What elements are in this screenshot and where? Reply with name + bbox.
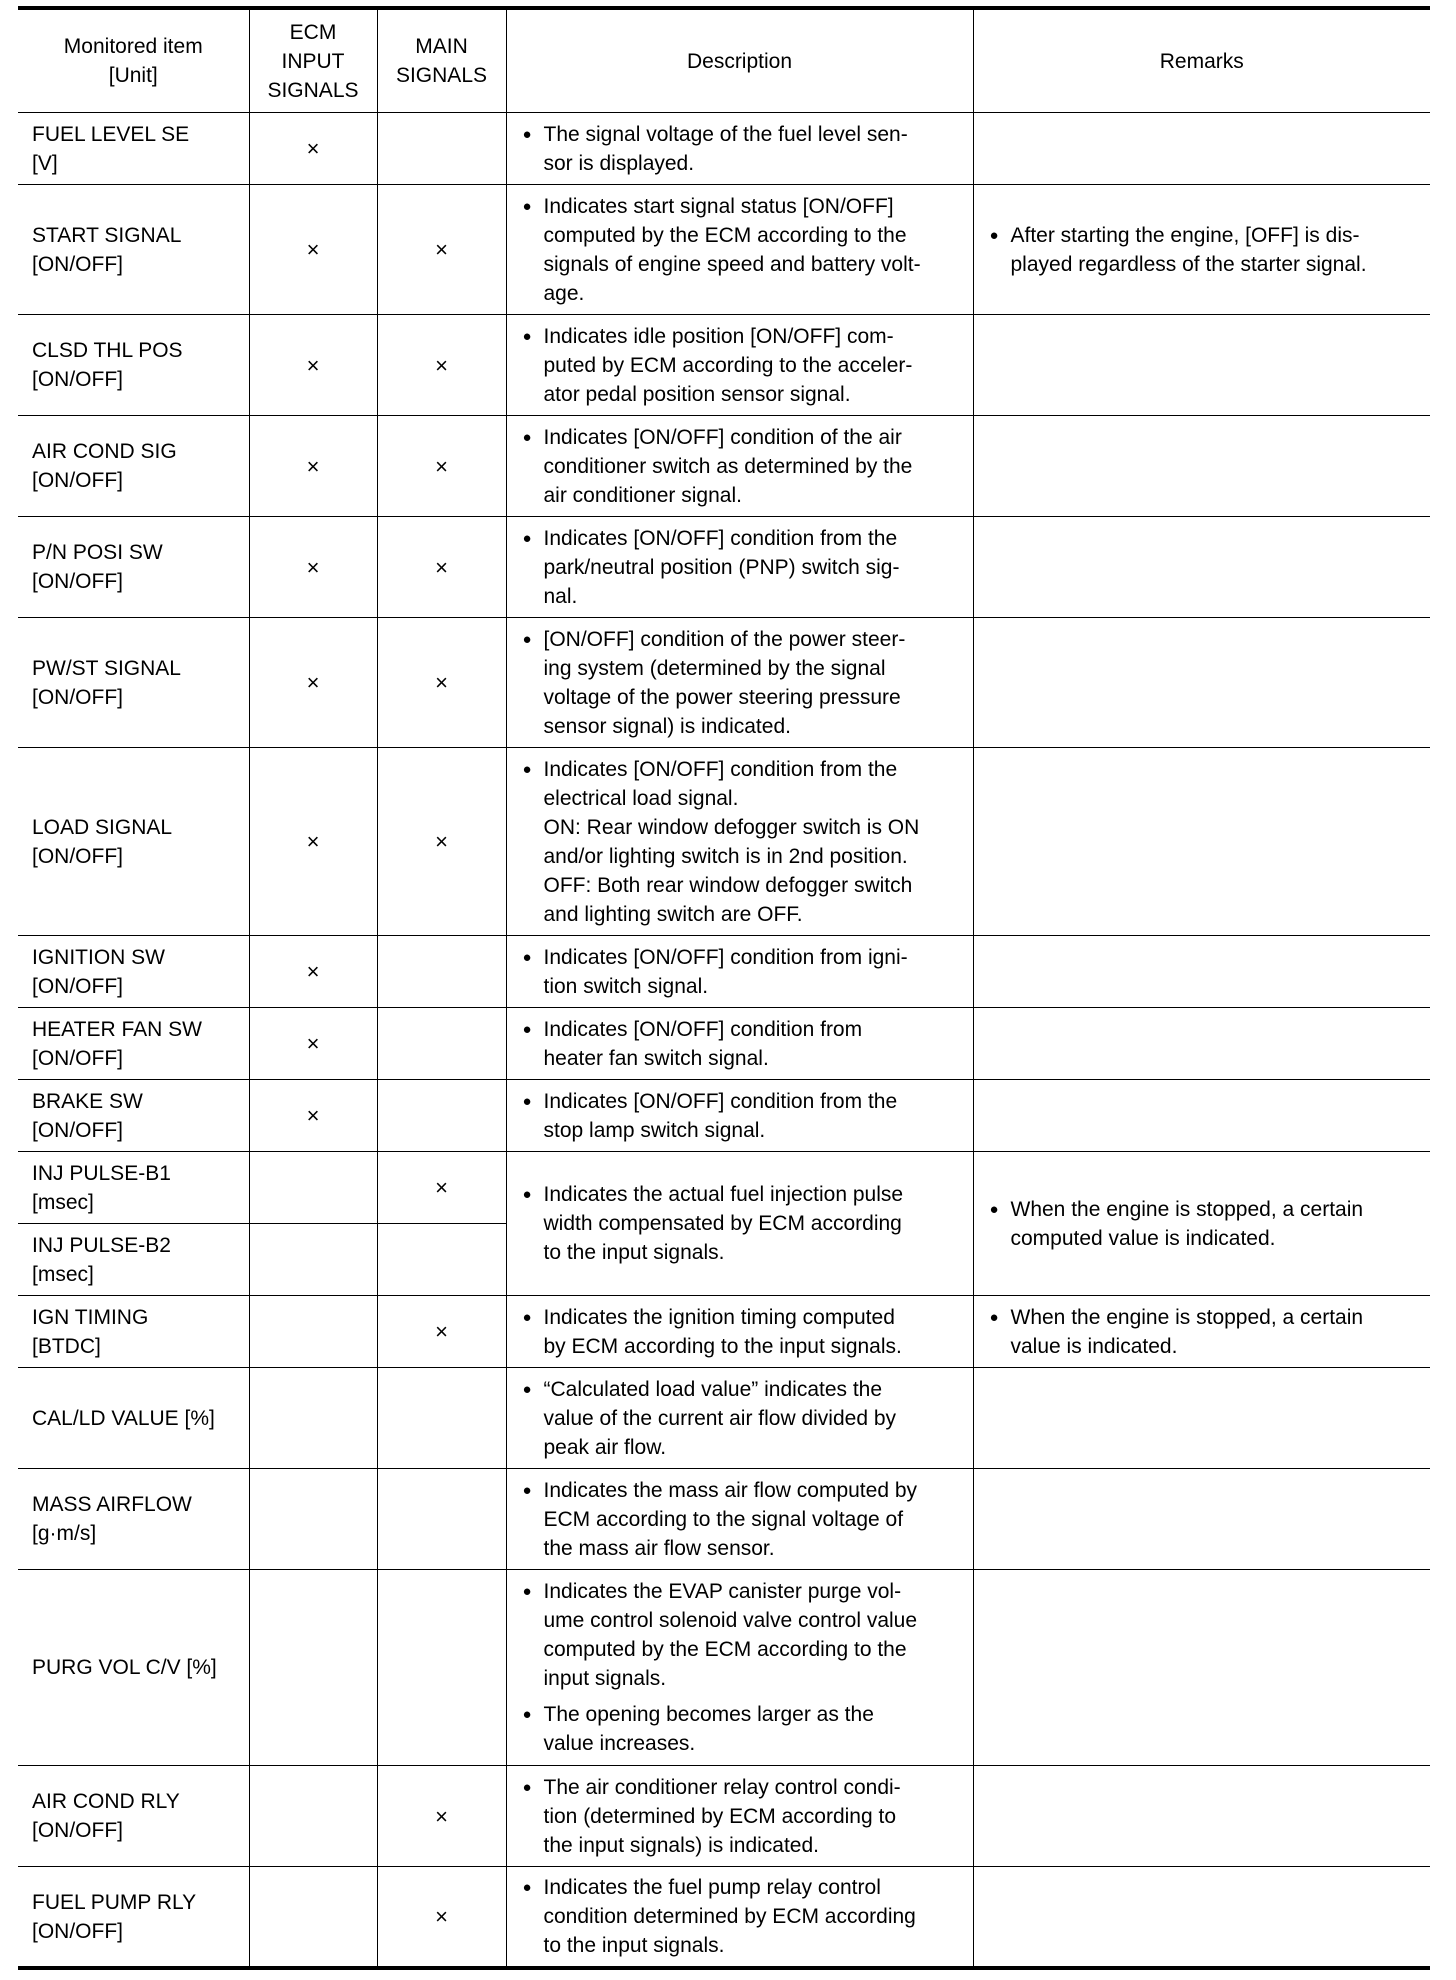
bullet-list	[523, 322, 963, 409]
ecm-mark	[249, 1296, 377, 1368]
cell-line: HEATER FAN SW	[32, 1017, 202, 1041]
table-row	[18, 517, 1430, 618]
cell-line: PURG VOL C/V [%]	[32, 1656, 217, 1679]
main-mark: ×	[377, 185, 506, 315]
bullet-item	[523, 322, 963, 409]
header-row	[18, 8, 1430, 113]
bullet-line: ● When the engine is stopped, a certain	[1010, 1197, 1364, 1221]
bullet-list	[990, 1195, 1421, 1253]
remarks	[973, 315, 1430, 416]
cell-line: INJ PULSE-B2	[32, 1233, 171, 1257]
item-fuel-pump-rly	[18, 1867, 249, 1969]
bullet-line: ● When the engine is stopped, a certain	[1010, 1305, 1364, 1329]
bullet-line: ● After starting the engine, [OFF] is dis-	[1010, 223, 1360, 247]
cell-line: [Unit]	[108, 64, 158, 87]
description	[506, 1368, 973, 1469]
bullet-line: age.	[543, 281, 585, 305]
description	[506, 1152, 973, 1296]
ecm-mark: ×	[249, 315, 377, 416]
description	[506, 1570, 973, 1766]
header-remarks: Remarks	[973, 8, 1430, 113]
ecm-mark	[249, 1224, 377, 1296]
item-ign-timing	[18, 1296, 249, 1368]
ecm-mark	[249, 1152, 377, 1224]
item-clsd-thl-pos	[18, 315, 249, 416]
table-row	[18, 618, 1430, 748]
cell-line: MASS AIRFLOW	[32, 1493, 192, 1516]
cell-line: IGNITION SW	[32, 945, 165, 969]
description	[506, 517, 973, 618]
ecm-mark	[249, 1867, 377, 1969]
remarks	[973, 1469, 1430, 1570]
bullet-line: ing system (determined by the signal	[543, 656, 886, 680]
item-pn-posi-sw	[18, 517, 249, 618]
ecm-mark: ×	[249, 416, 377, 517]
description	[506, 185, 973, 315]
bullet-line: stop lamp switch signal.	[543, 1118, 766, 1142]
remarks	[973, 416, 1430, 517]
ecm-mark: ×	[249, 936, 377, 1008]
bullet-line: value is indicated.	[1010, 1334, 1178, 1358]
table-row	[18, 1080, 1430, 1152]
item-inj-pulse-b2	[18, 1224, 249, 1296]
bullet-line: ● Indicates the actual fuel injection pulse	[543, 1183, 904, 1206]
item-air-cond-sig	[18, 416, 249, 517]
table-row	[18, 1469, 1430, 1570]
bullet-line: ● Indicates idle position [ON/OFF] com-	[543, 324, 894, 348]
main-mark	[377, 1224, 506, 1296]
bullet-line: ● Indicates start signal status [ON/OFF]	[543, 194, 894, 218]
table-row	[18, 936, 1430, 1008]
bullet-line: the input signals) is indicated.	[543, 1833, 819, 1857]
table-row	[18, 315, 1430, 416]
main-mark: ×	[377, 315, 506, 416]
cell-line: INPUT	[281, 49, 345, 73]
header-ecm-input-signals	[249, 8, 377, 113]
item-brake-sw	[18, 1080, 249, 1152]
header-main-signals	[377, 8, 506, 113]
bullet-list	[990, 1303, 1421, 1361]
bullet-line: ● [ON/OFF] condition of the power steer-	[543, 627, 906, 651]
bullet-list	[523, 943, 963, 1001]
bullet-line: and lighting switch are OFF.	[543, 902, 803, 926]
bullet-line: ● Indicates [ON/OFF] condition from the	[543, 1089, 898, 1113]
table-row	[18, 1570, 1430, 1766]
main-mark	[377, 1008, 506, 1080]
bullet-list	[523, 120, 963, 178]
table-row	[18, 1368, 1430, 1469]
bullet-item	[523, 1015, 963, 1073]
bullet-item	[523, 1700, 963, 1758]
bullet-line: tion (determined by ECM according to	[543, 1804, 896, 1828]
bullet-line: park/neutral position (PNP) switch sig-	[543, 555, 900, 579]
remarks	[973, 1766, 1430, 1867]
main-mark	[377, 936, 506, 1008]
table-row	[18, 416, 1430, 517]
bullet-line: and/or lighting switch is in 2nd position.	[543, 844, 908, 868]
bullet-line: ● Indicates the mass air flow computed by	[543, 1478, 918, 1502]
bullet-line: puted by ECM according to the acceler-	[543, 353, 913, 377]
bullet-line: ● Indicates [ON/OFF] condition from igni-	[543, 945, 908, 969]
bullet-line: ● Indicates [ON/OFF] condition from the	[543, 526, 898, 550]
bullet-line: conditioner switch as determined by the	[543, 454, 913, 478]
remarks	[973, 1080, 1430, 1152]
description	[506, 1867, 973, 1969]
main-mark: ×	[377, 748, 506, 936]
item-pwst-signal	[18, 618, 249, 748]
remarks	[973, 1570, 1430, 1766]
bullet-line: value of the current air flow divided by	[543, 1406, 897, 1430]
main-mark: ×	[377, 416, 506, 517]
bullet-line: peak air flow.	[543, 1435, 667, 1459]
cell-line: [BTDC]	[32, 1334, 101, 1358]
table-row	[18, 1008, 1430, 1080]
item-air-cond-rly	[18, 1766, 249, 1867]
ecm-mark	[249, 1469, 377, 1570]
main-mark	[377, 1368, 506, 1469]
cell-line: [msec]	[32, 1190, 94, 1214]
item-heater-fan-sw	[18, 1008, 249, 1080]
main-mark	[377, 1469, 506, 1570]
ecm-mark: ×	[249, 1008, 377, 1080]
cell-line: FUEL LEVEL SE	[32, 122, 190, 146]
bullet-item	[523, 1375, 963, 1462]
remarks	[973, 618, 1430, 748]
cell-line: FUEL PUMP RLY	[32, 1890, 197, 1914]
item-fuel-level-se	[18, 113, 249, 185]
table-row	[18, 748, 1430, 936]
cell-line: Monitored item	[63, 35, 203, 58]
cell-line: [ON/OFF]	[32, 1046, 123, 1070]
item-start-signal	[18, 185, 249, 315]
bullet-list	[523, 1087, 963, 1145]
bullet-line: by ECM according to the input signals.	[543, 1334, 902, 1358]
bullet-item	[523, 625, 963, 741]
main-mark	[377, 1080, 506, 1152]
item-inj-pulse-b1	[18, 1152, 249, 1224]
item-purg-vol-cv	[18, 1570, 249, 1766]
bullet-item	[523, 524, 963, 611]
bullet-list	[523, 625, 963, 741]
remarks	[973, 936, 1430, 1008]
bullet-line: ● Indicates the ignition timing computed	[543, 1305, 895, 1329]
description	[506, 1008, 973, 1080]
item-ignition-sw	[18, 936, 249, 1008]
ecm-mark	[249, 1570, 377, 1766]
bullet-line: heater fan switch signal.	[543, 1046, 769, 1070]
bullet-item	[523, 943, 963, 1001]
bullet-list	[523, 524, 963, 611]
bullet-item	[523, 423, 963, 510]
description	[506, 1469, 973, 1570]
bullet-line: ● Indicates [ON/OFF] condition from the	[543, 757, 898, 781]
monitor-table-container	[18, 6, 1430, 1970]
bullet-list	[523, 1180, 963, 1267]
bullet-list	[523, 423, 963, 510]
header-monitored-item	[18, 8, 249, 113]
bullet-line: ● The opening becomes larger as the	[543, 1703, 874, 1726]
cell-line: [g·m/s]	[32, 1522, 97, 1545]
bullet-item	[523, 192, 963, 308]
bullet-item	[523, 755, 963, 929]
monitored-items-table	[18, 6, 1430, 1970]
cell-line: CAL/LD VALUE [%]	[32, 1406, 215, 1430]
bullet-line: ume control solenoid valve control value	[543, 1609, 918, 1632]
bullet-line: sor is displayed.	[543, 151, 695, 175]
bullet-item	[990, 221, 1421, 279]
remarks	[973, 1152, 1430, 1296]
ecm-mark	[249, 1766, 377, 1867]
bullet-line: condition determined by ECM according	[543, 1905, 916, 1928]
remarks	[973, 517, 1430, 618]
ecm-mark: ×	[249, 1080, 377, 1152]
bullet-list	[523, 1577, 963, 1758]
description	[506, 936, 973, 1008]
bullet-line: ON: Rear window defogger switch is ON	[543, 815, 920, 839]
bullet-line: signals of engine speed and battery volt-	[543, 252, 921, 276]
description	[506, 416, 973, 517]
main-mark: ×	[377, 1867, 506, 1969]
bullet-item	[523, 1476, 963, 1563]
cell-line: IGN TIMING	[32, 1305, 149, 1329]
cell-line: AIR COND SIG	[32, 440, 177, 463]
table-row	[18, 1296, 1430, 1368]
cell-line: P/N POSI SW	[32, 541, 163, 564]
bullet-line: computed value is indicated.	[1010, 1226, 1276, 1250]
bullet-line: air conditioner signal.	[543, 483, 742, 507]
bullet-line: ● The signal voltage of the fuel level sen-	[543, 122, 908, 146]
header-description: Description	[506, 8, 973, 113]
bullet-line: input signals.	[543, 1667, 667, 1690]
ecm-mark: ×	[249, 113, 377, 185]
cell-line: MAIN	[415, 35, 468, 58]
table-row	[18, 1766, 1430, 1867]
bullet-item	[990, 1303, 1421, 1361]
bullet-list	[523, 1375, 963, 1462]
main-mark	[377, 113, 506, 185]
cell-line: [ON/OFF]	[32, 974, 123, 998]
cell-line: PW/ST SIGNAL	[32, 656, 181, 680]
bullet-line: value increases.	[543, 1732, 696, 1755]
cell-line: [ON/OFF]	[32, 1118, 123, 1142]
bullet-line: to the input signals.	[543, 1934, 725, 1957]
ecm-mark: ×	[249, 748, 377, 936]
bullet-line: computed by the ECM according to the	[543, 1638, 907, 1661]
description	[506, 748, 973, 936]
item-cal-ld-value	[18, 1368, 249, 1469]
description	[506, 315, 973, 416]
bullet-line: ator pedal position sensor signal.	[543, 382, 851, 406]
bullet-line: played regardless of the starter signal.	[1010, 252, 1367, 276]
bullet-line: the mass air flow sensor.	[543, 1536, 775, 1560]
cell-line: [ON/OFF]	[32, 469, 123, 492]
bullet-list	[523, 1476, 963, 1563]
ecm-mark: ×	[249, 517, 377, 618]
main-mark: ×	[377, 1296, 506, 1368]
bullet-list	[523, 755, 963, 929]
bullet-line: ● Indicates [ON/OFF] condition of the air	[543, 425, 902, 449]
cell-line: SIGNALS	[267, 78, 359, 102]
bullet-item	[523, 1773, 963, 1860]
description	[506, 618, 973, 748]
item-load-signal	[18, 748, 249, 936]
bullet-line: voltage of the power steering pressure	[543, 685, 901, 709]
table-row	[18, 185, 1430, 315]
bullet-item	[523, 1303, 963, 1361]
cell-line: BRAKE SW	[32, 1089, 143, 1113]
cell-line: LOAD SIGNAL	[32, 815, 173, 839]
description	[506, 113, 973, 185]
bullet-line: ● Indicates [ON/OFF] condition from	[543, 1017, 863, 1041]
cell-line: [ON/OFF]	[32, 368, 123, 391]
cell-line: INJ PULSE-B1	[32, 1161, 171, 1185]
bullet-line: sensor signal) is indicated.	[543, 714, 791, 738]
bullet-item	[523, 1180, 963, 1267]
bullet-line: ● The air conditioner relay control condi-	[543, 1775, 901, 1799]
bullet-item	[523, 1577, 963, 1693]
bullet-line: ● Indicates the fuel pump relay control	[543, 1876, 881, 1899]
item-mass-airflow	[18, 1469, 249, 1570]
bullet-list	[523, 1873, 963, 1960]
main-mark: ×	[377, 517, 506, 618]
bullet-item	[523, 1087, 963, 1145]
table-row	[18, 1152, 1430, 1224]
bullet-list	[523, 192, 963, 308]
ecm-mark: ×	[249, 185, 377, 315]
table-row	[18, 1867, 1430, 1969]
cell-line: [ON/OFF]	[32, 1819, 123, 1842]
bullet-item	[990, 1195, 1421, 1253]
cell-line: [ON/OFF]	[32, 570, 123, 593]
bullet-line: ● Indicates the EVAP canister purge vol-	[543, 1580, 902, 1603]
ecm-mark	[249, 1368, 377, 1469]
cell-line: ECM	[289, 20, 337, 44]
bullet-line: OFF: Both rear window defogger switch	[543, 873, 913, 897]
remarks	[973, 1296, 1430, 1368]
main-mark: ×	[377, 1766, 506, 1867]
cell-line: START SIGNAL	[32, 223, 182, 247]
table-row	[18, 113, 1430, 185]
cell-line: [ON/OFF]	[32, 844, 123, 868]
main-mark: ×	[377, 1152, 506, 1224]
bullet-list	[523, 1303, 963, 1361]
bullet-line: ECM according to the signal voltage of	[543, 1507, 904, 1531]
cell-line: [ON/OFF]	[32, 685, 123, 709]
remarks	[973, 185, 1430, 315]
bullet-line: electrical load signal.	[543, 786, 739, 810]
description	[506, 1080, 973, 1152]
cell-line: SIGNALS	[395, 64, 488, 87]
cell-line: CLSD THL POS	[32, 339, 183, 362]
bullet-line: nal.	[543, 584, 578, 608]
cell-line: [msec]	[32, 1262, 94, 1286]
bullet-line: width compensated by ECM according	[543, 1212, 902, 1235]
bullet-list	[523, 1773, 963, 1860]
description	[506, 1766, 973, 1867]
main-mark: ×	[377, 618, 506, 748]
bullet-list	[523, 1015, 963, 1073]
cell-line: AIR COND RLY	[32, 1790, 180, 1813]
bullet-line: to the input signals.	[543, 1241, 725, 1264]
bullet-line: tion switch signal.	[543, 974, 709, 998]
remarks	[973, 113, 1430, 185]
remarks	[973, 1368, 1430, 1469]
bullet-line: ● “Calculated load value” indicates the	[543, 1377, 883, 1401]
bullet-list	[990, 221, 1421, 279]
ecm-mark: ×	[249, 618, 377, 748]
remarks	[973, 748, 1430, 936]
main-mark	[377, 1570, 506, 1766]
cell-line: [V]	[32, 151, 58, 175]
cell-line: [ON/OFF]	[32, 252, 123, 276]
bullet-line: computed by the ECM according to the	[543, 223, 907, 247]
cell-line: [ON/OFF]	[32, 1919, 123, 1943]
bullet-item	[523, 1873, 963, 1960]
bullet-item	[523, 120, 963, 178]
remarks	[973, 1867, 1430, 1969]
remarks	[973, 1008, 1430, 1080]
description	[506, 1296, 973, 1368]
